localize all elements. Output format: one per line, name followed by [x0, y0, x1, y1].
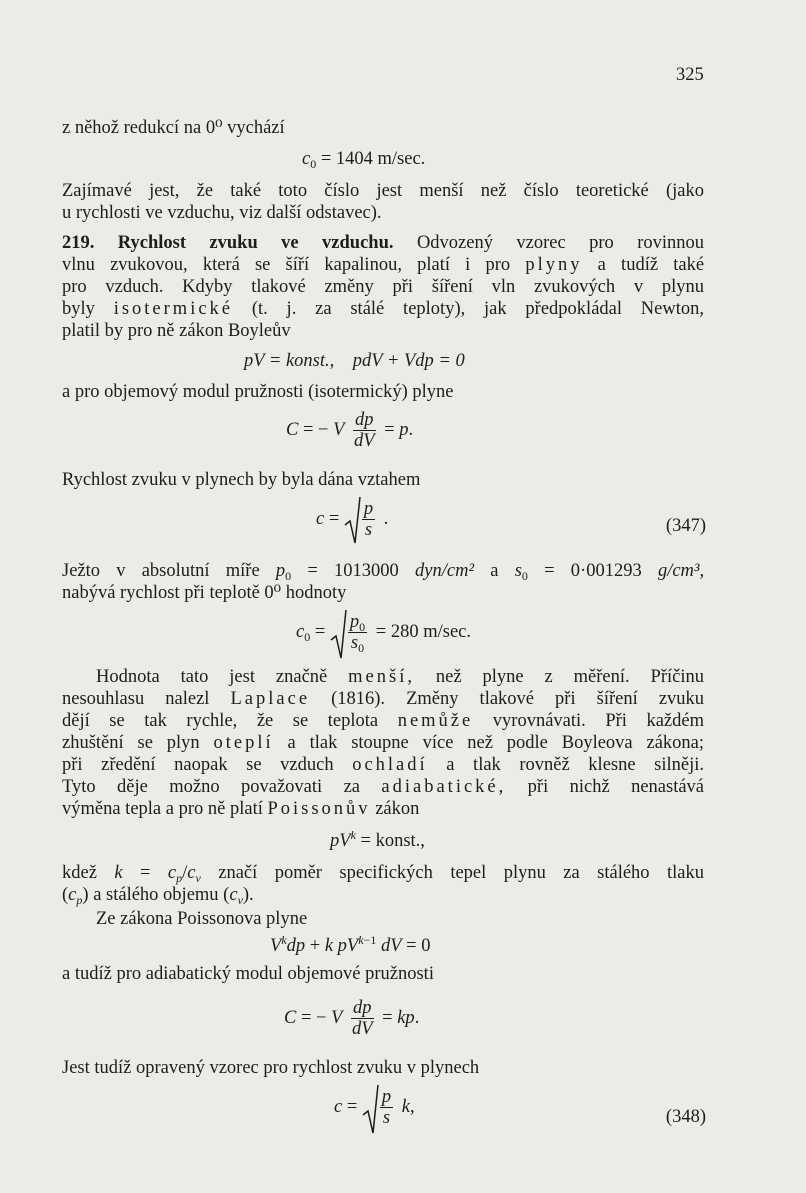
paragraph-line: vlnu zvukovou, která se šíří kapalinou, platí i pro plyny a tudíž také	[62, 255, 705, 275]
equation-boyle: pV = konst., pdV + Vdp = 0	[244, 351, 465, 371]
equation-number-348: (348)	[665, 1107, 706, 1127]
equation-c0-measured: $c_0 = 1404$ m/sec.	[302, 149, 426, 171]
paragraph-line: Rychlost zvuku v plynech by byla dána vztahem	[62, 470, 421, 490]
equation-poisson: $pV^k$ = konst.,	[330, 828, 425, 851]
paragraph-line: u rychlosti ve vzduchu, viz další odstavec).	[62, 203, 382, 223]
page-number: 325	[676, 65, 704, 85]
paragraph-line: Tyto děje možno považovati za adiabatické, při nichž nenastává	[62, 777, 705, 797]
paragraph-line: a pro objemový modul pružnosti (isotermický) plyne	[62, 382, 454, 402]
paragraph-line: Jest tudíž opravený vzorec pro rychlost zvuku v plynech	[62, 1058, 480, 1078]
paragraph-line: výměna tepla a pro ně platí Poissonův zákon	[62, 799, 420, 819]
paragraph-line: dějí se tak rychle, že se teplota nemůže vyrovnávati. Při každém	[62, 711, 704, 731]
equation-isothermal-modulus: C = − V $\frac{dp}{dV}$ = p.	[286, 410, 414, 451]
equation-number-347: (347)	[665, 516, 706, 536]
paragraph-line: byly isotermické (t. j. za stálé teploty), jak předpokládal Newton,	[62, 299, 705, 319]
equation-adiabatic-modulus: C = − V $\frac{dp}{dV}$ = kp.	[284, 998, 420, 1039]
paragraph-line: a tudíž pro adiabatický modul objemové pružnosti	[62, 964, 434, 984]
paragraph-line: Hodnota tato jest značně menší, než plyne z měření. Příčinu	[96, 667, 705, 687]
section-219-heading-line: 219. Rychlost zvuku ve vzduchu. Odvozený vzorec pro rovinnou	[62, 233, 704, 253]
intro-line: z něhož redukcí na 0⁰ vychází	[62, 118, 285, 138]
section-heading: 219. Rychlost zvuku ve vzduchu.	[62, 233, 394, 253]
equation-c0-theoretical: $c_0$ = $\frac{p_0}{s_0}$ = 280 m/sec.	[296, 612, 471, 653]
paragraph-line: pro vzduch. Kdyby tlakové změny při šíření vln zvukových v plynu	[62, 277, 704, 297]
equation-347: c = $\frac{p}{s}$ .	[316, 499, 388, 540]
paragraph-line: nesouhlasu nalezl Laplace (1816). Změny tlakové při šíření zvuku	[62, 689, 705, 709]
paragraph-line: platil by pro ně zákon Boyleův	[62, 321, 291, 341]
paragraph-line: nabývá rychlost při teplotě 0⁰ hodnoty	[62, 583, 347, 603]
equation-poisson-differential: $V^kdp + k$ $pV^{k-1}$ dV = 0	[270, 933, 431, 956]
equation-348: c = $\frac{p}{s}$ k,	[334, 1087, 415, 1128]
paragraph-line: Ježto v absolutní míře $p_0 = 1013000$ dyn/cm² a $s_0 = 0\cdot 001293$ g/cm³,	[62, 561, 705, 583]
paragraph-line: kdež $k = c_p/c_v$ značí poměr specifických tepel plynu za stálého tlaku	[62, 863, 704, 885]
paragraph-line: Zajímavé jest, že také toto číslo jest menší než číslo teoretické (jako	[62, 181, 704, 201]
paragraph-line: při zředění naopak se vzduch ochladí a tlak rovněž klesne silněji.	[62, 755, 704, 775]
paragraph-line: $(c_p)$ a stálého objemu $(c_v)$.	[62, 885, 254, 907]
paragraph-line: zhuštění se plyn oteplí a tlak stoupne více než podle Boyleova zákona;	[62, 733, 705, 753]
paragraph-line: Ze zákona Poissonova plyne	[96, 909, 308, 929]
